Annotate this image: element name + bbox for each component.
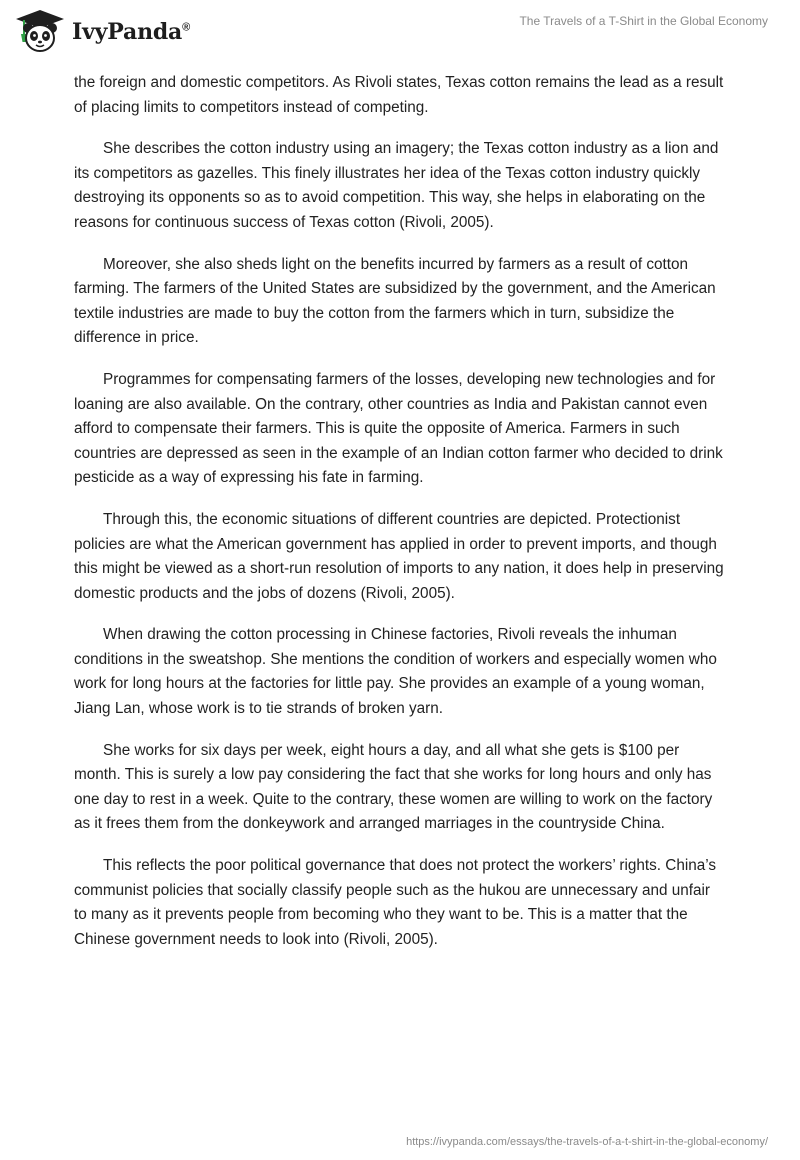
paragraph: Moreover, she also sheds light on the benefits incurred by farmers as a result of cotton farming. The farmers of the United States are subsidized by the government, and the American textile industries are made to buy the cotton from the farmers which in turn, subsidize the difference in price. [74, 255, 716, 347]
ivypanda-logo[interactable] [14, 8, 190, 56]
paragraph: the foreign and domestic competitors. As Rivoli states, Texas cotton remains the lead as a result of placing limits to competitors instead of competing. [74, 74, 724, 116]
source-url[interactable]: https://ivypanda.com/essays/the-travels-of-a-t-shirt-in-the-global-economy/ [406, 1136, 768, 1148]
paragraph: This reflects the poor political governance that does not protect the workers’ rights. China’s communist policies that socially classify people such as the hukou are unnecessary and unfair to many as it prevents people from becoming who they want to be. This is a matter that the Chinese government needs to look into (Rivoli, 2005). [74, 857, 717, 948]
registered-mark: ® [182, 21, 191, 34]
paragraph: Through this, the economic situations of different countries are depicted. Protectionist policies are what the American government has applied in order to prevent imports, and though this might be viewed as a short-run resolution of imports to any nation, it does help in preserving domestic products and the jobs of dozens (Rivoli, 2005). [74, 510, 724, 602]
paragraph: When drawing the cotton processing in Chinese factories, Rivoli reveals the inhuman conditions in the sweatshop. She mentions the condition of workers and especially women who work for long hours at the factories for little pay. She provides an example of a young woman, Jiang Lan, whose work is to tie strands of broken yarn. [74, 626, 717, 718]
document-title: The Travels of a T-Shirt in the Global Economy [519, 14, 768, 28]
paragraph: Programmes for compensating farmers of the losses, developing new technologies and for loaning are also available. On the contrary, other countries as India and Pakistan cannot even afford to compensate their farmers. This is quite the opposite of America. Farmers in such countries are depressed as seen in the example of an Indian cotton farmer who decided to drink pesticide as a way of expressing his fate in farming. [74, 370, 723, 487]
panda-graduation-cap-icon [14, 8, 66, 56]
brand-label: IvyPanda [72, 19, 183, 45]
brand-name [72, 19, 190, 45]
paragraph: She describes the cotton industry using an imagery; the Texas cotton industry as a lion and its competitors as gazelles. This finely illustrates her idea of the Texas cotton industry quickly destroying its opponents so as to avoid competition. This way, she helps in elaborating on the reasons for continuous success of Texas cotton (Rivoli, 2005). [74, 140, 719, 231]
page-header [0, 0, 800, 70]
paragraph: She works for six days per week, eight hours a day, and all what she gets is $100 per month. This is surely a low pay considering the fact that she works for long hours and only has one day to rest in a week. Quite to the contrary, these women are willing to work on the factory as it frees them from the donkeywork and arranged marriages in the countryside China. [74, 741, 713, 833]
essay-body [74, 71, 724, 969]
